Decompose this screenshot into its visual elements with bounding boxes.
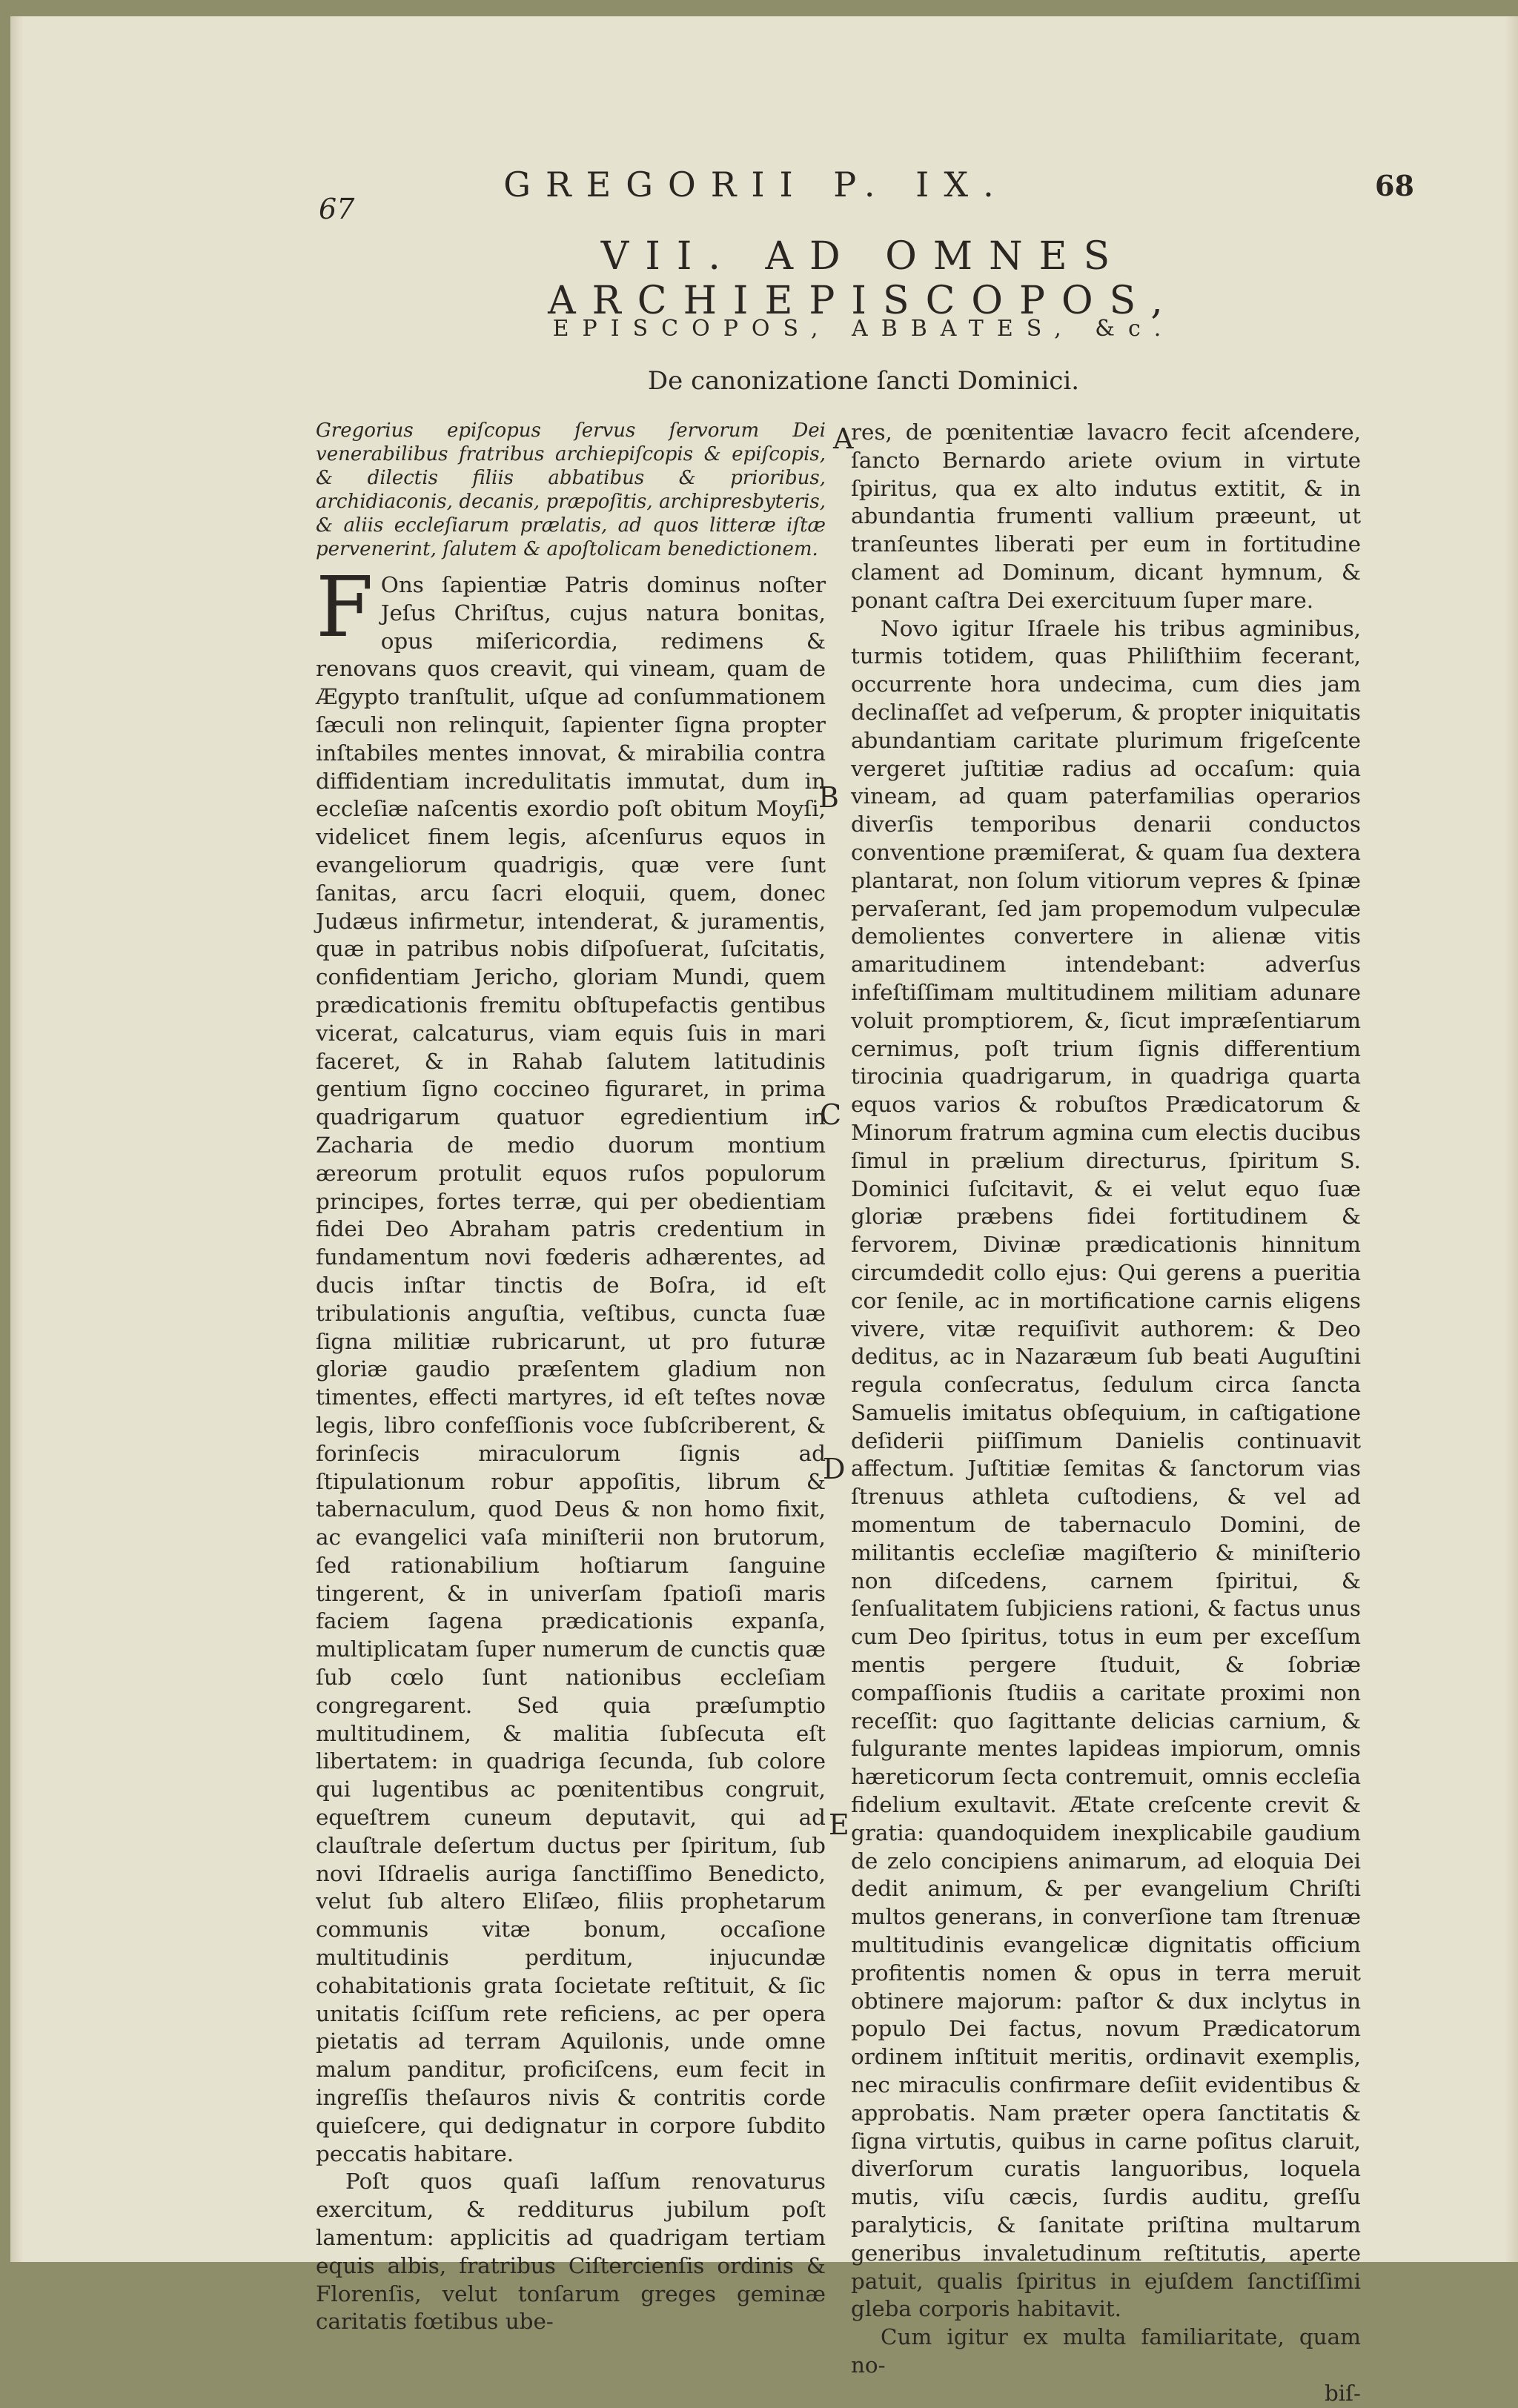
page-edge-left [10,16,24,2262]
paragraph-text: Ons ſapientiæ Patris dominus noſter Jeſus Chriſtus, cujus natura bonitas, opus miſericordia, redimens & renovans quos creavit, qui vineam, quam de Ægypto tranſtulit, uſque ad conſummationem ſæculi non relinquit, ſapienter ſigna propter inſtabiles mentes innovat, & mirabilia contra diffidentiam incredulitatis immutat, dum in eccleſiæ naſcentis exordio poſt obitum Moyſi, videlicet finem legis, aſcenſurus equos in evangeliorum quadrigis, quæ vere ſunt ſanitas, arcu ſacri eloquii, quem, donec Judæus infirmetur, intenderat, & juramentis, quæ in patribus nobis diſpoſuerat, ſuſcitatis, confidentiam Jericho, gloriam Mundi, quem prædicationis fremitu obſtupefactis gentibus vicerat, calcaturus, viam equis ſuis in mari faceret, & in Rahab ſalutem latitudinis gentium ſigno coccineo figuraret, in prima quadrigarum quatuor egredientium in Zacharia de medio duorum montium æreorum protulit equos ruſos populorum principes, fortes terræ, qui per obedientiam fidei Deo Abraham patris credentium in fundamentum novi fœderis adhærentes, ad ducis inſtar tinctis de Boſra, id eſt tribulationis anguſtia, veſtibus, cuncta ſuæ ſigna militiæ rubricarunt, ut pro futuræ gloriæ gaudio præſentem gladium non timentes, effecti martyres, id eſt teſtes novæ legis, libro confeſſionis voce ſubſcriberent, & forinſecis miraculorum ſignis ad ſtipulationum robur appoſitis, librum & tabernaculum, quod Deus & non homo fixit, ac evangelici vaſa miniſterii non brutorum, ſed rationabilium hoſtiarum ſanguine tingerent, & in univerſam ſpatioſi maris faciem ſagena prædicationis expanſa, multiplicatam ſuper numerum de cunctis quæ ſub cœlo ſunt nationibus eccleſiam congregarent. Sed quia præſumptio multitudinem, & malitia ſubſecuta eſt libertatem: in quadriga ſecunda, ſub colore qui lugentibus ac pœnitentibus congruit, equeſtrem cuneum deputavit, qui ad clauſtrale deſertum ductus per ſpiritum, ſub novi Iſdraelis auriga ſanctiſſimo Benedicto, velut ſub altero Eliſæo, filiis prophetarum communis vitæ bonum, occaſione multitudinis perditum, injucundæ cohabitationis grata ſocietate reſtituit, & ſic unitatis ſciſſum rete reficiens, ac per opera pietatis ad terram Aquilonis, unde omne malum panditur, proficiſcens, eum fecit in ingreſſis theſauros nivis & contritis corde quieſcere, qui dedignatur in corpore ſubdito peccatis habitare. [316,572,826,2166]
paragraph: Novo igitur Iſraele his tribus agminibus, turmis totidem, quas Philiſthiim fecerant, occurrente hora undecima, cum dies jam declinaſſet ad veſperum, & propter iniquitatis abundantiam caritate plurimum frigeſcente vergeret juſtitiæ radius ad occaſum: quia vineam, ad quam paterfamilias operarios diverſis temporibus denarii conductos conventione præmiſerat, & quam ſua dextera plantarat, non ſolum vitiorum vepres & ſpinæ pervaſerant, ſed jam propemodum vulpeculæ demolientes convertere in alienæ vitis amaritudinem intendebant: adverſus infeſtiſſimam multitudinem militiam adunare voluit promptiorem, &, ſicut impræſentiarum cernimus, poſt trium ſignis differentium tirocinia quadrigarum, in quadriga quarta equos varios & robuſtos Prædicatorum & Minorum fratrum agmina cum electis ducibus ſimul in prælium directurus, ſpiritum S. Dominici ſuſcitavit, & ei velut equo ſuæ gloriæ præbens fidei fortitudinem & fervorem, Divinæ prædicationis hinnitum circumdedit collo ejus: Qui gerens a pueritia cor ſenile, ac in mortificatione carnis eligens vivere, vitæ requiſivit authorem: & Deo deditus, ac in Nazaræum ſub beati Auguſtini regula conſecratus, ſedulum circa ſancta Samuelis imitatus obſequium, in caſtigatione deſiderii piiſſimum Danielis continuavit affectum. Juſtitiæ ſemitas & ſanctorum vias ſtrenuus athleta cuſtodiens, & vel ad momentum de tabernaculo Domini, de militantis eccleſiæ magiſterio & miniſterio non diſcedens, carnem ſpiritui, & ſenſualitatem ſubjiciens rationi, & factus unus cum Deo ſpiritus, totus in eum per exceſſum mentis pergere ſtuduit, & ſobriæ compaſſionis ſtudiis a caritate proximi non receſſit: quo ſagittante delicias carnium, & fulgurante mentes lapideas impiorum, omnis hæreticorum ſecta contremuit, omnis eccleſia fidelium exultavit. Ætate creſcente crevit & gratia: quandoquidem inexplicabile gaudium de zelo concipiens animarum, ad eloquia Dei dedit animum, & per evangelium Chriſti multos generans, in converſione tam ſtrenuæ multitudinis evangelicæ dignitatis officium profitentis nomen & opus in terra meruit obtinere majorum: paſtor & dux inclytus in populo Dei factus, novum Prædicatorum ordinem inſtituit meritis, ordinavit exemplis, nec miraculis confirmare deſiit evidentibus & approbatis. Nam præter opera ſanctitatis & ſigna virtutis, quibus in carne poſitus claruit, diverſorum curatis languoribus, loquela mutis, viſu cæcis, ſurdis auditu, greſſu paralyticis, & ſanitate priſtina multarum generibus invaletudinum reſtitutis, aperte patuit, qualis ſpiritus in ejuſdem ſanctiſſimi gleba corporis habitavit. [851,615,1361,2322]
right-column [851,419,1361,2408]
letter-subtitle: EPISCOPOS, ABBATES, &c. [552,316,1175,342]
running-head: GREGORII P. IX. [503,165,1009,205]
page-number-left: 67 [319,193,355,225]
left-column [316,419,826,2336]
background-strip [0,0,1518,16]
margin-marker-b: B [818,781,839,814]
paragraph: Cum igitur ex multa familiaritate, quam no- [851,2324,1361,2378]
salutation: Gregorius epiſcopus ſervus ſervorum Dei venerabilibus fratribus archiepiſcopis & epiſcopis, & dilectis filiis abbatibus & prioribus, archidiaconis, decanis, præpoſitis, archipresbyteris, & aliis eccleſiarum prælatis, ad quos litteræ iſtæ pervenerint, ſalutem & apoſtolicam benedictionem. [316,419,826,560]
margin-marker-e: E [829,1808,849,1841]
drop-cap: F [316,560,374,656]
paragraph: res, de pœnitentiæ lavacro fecit aſcendere, ſancto Bernardo ariete ovium in virtute ſpiritus, qua ex alto indutus extitit, & in abundantia frumenti vallium præeunt, ut tranſeuntes liberati per eum in fortitudine clament ad Dominum, dicant hymnum, & ponant caſtra Dei exercituum ſuper mare. [851,419,1361,613]
paragraph [316,560,826,2168]
margin-marker-a: A [833,422,854,455]
margin-marker-d: D [823,1453,846,1485]
page-edge-right [1505,16,1518,2262]
letter-title: VII. AD OMNES ARCHIEPISCOPOS, [548,234,1179,323]
margin-marker-c: C [820,1098,842,1131]
page-number-right: 68 [1375,169,1414,202]
letter-subject: De canonizatione ſancti Dominici. [647,366,1080,396]
catchword: biſ- [1324,2380,1361,2406]
paragraph: Poſt quos quaſi laſſum renovaturus exercitum, & redditurus jubilum poſt lamentum: applicitis ad quadrigam tertiam equis albis, fratribus Ciſtercienſis ordinis & Florenſis, velut tonſarum greges geminæ caritatis fœtibus ube- [316,2169,826,2335]
